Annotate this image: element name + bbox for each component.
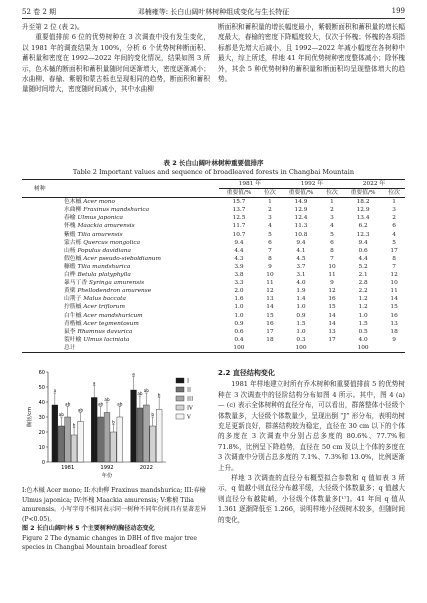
significance-label: ab <box>137 390 143 396</box>
importance-value-cell: 1.0 <box>234 312 244 319</box>
y-tick-label: 30 <box>38 415 45 421</box>
rank-cell: 12 <box>266 288 274 295</box>
species-chinese-name: 假色槭 <box>64 255 82 262</box>
rank-header: 位次 <box>259 189 281 198</box>
y-tick-label: 0 <box>41 460 45 466</box>
importance-value-cell: 4.0 <box>296 280 306 287</box>
importance-value-cell: 4.5 <box>296 255 306 262</box>
year-header-2022: 2022 年 <box>343 180 405 189</box>
importance-value-cell: 1.2 <box>358 296 368 303</box>
body-paragraph: 升至第 2 位 (表 2)。 <box>22 23 84 31</box>
species-chinese-name: 白桦 <box>64 272 76 279</box>
importance-value-cell: 1.0 <box>296 328 306 335</box>
rank-cell: 10 <box>266 272 274 279</box>
significance-label: a <box>53 387 57 393</box>
importance-value-cell: 0.3 <box>296 336 306 343</box>
species-latin-name: Fraxinus mandshurica <box>83 207 150 214</box>
table-row <box>22 263 405 271</box>
importance-value-cell: 0.9 <box>296 312 306 319</box>
importance-value-cell: 9.4 <box>358 239 368 246</box>
significance-label: ab <box>117 401 123 407</box>
legend-swatch <box>176 387 184 392</box>
importance-value-cell: 1.2 <box>358 304 368 311</box>
bar <box>71 435 77 462</box>
table-row <box>22 320 405 328</box>
y-tick-label: 20 <box>38 430 45 436</box>
rank-cell: 14 <box>328 312 336 319</box>
table-caption-en: Table 2 Important values and sequence of broadleaved forests in Changbai Mountain <box>72 167 355 176</box>
rank-cell: 8 <box>268 255 272 262</box>
species-chinese-name: 总计 <box>64 344 76 351</box>
species-latin-name: Ulmus laciniata <box>83 336 130 343</box>
right-column-top <box>218 22 405 84</box>
rank-cell: 10 <box>328 263 336 270</box>
species-chinese-name: 糠椴 <box>64 263 76 270</box>
significance-label: b <box>151 411 155 417</box>
species-cell <box>22 336 219 344</box>
rank-cell: 1 <box>330 199 334 206</box>
table-row <box>22 239 405 247</box>
importance-value-cell: 2.2 <box>358 288 368 295</box>
rank-cell: 13 <box>390 320 398 327</box>
bar <box>78 422 84 463</box>
species-latin-name: Maackia amurensis <box>77 223 135 230</box>
y-tick-label: 10 <box>38 445 45 451</box>
table-row <box>22 279 405 287</box>
importance-value-cell: 1.5 <box>296 320 306 327</box>
importance-value-cell: 0.4 <box>234 336 244 343</box>
rank-cell <box>383 344 405 353</box>
rank-cell: 3 <box>392 207 396 214</box>
legend-label: I <box>187 378 190 385</box>
species-cell <box>22 312 219 320</box>
y-tick-label: 60 <box>38 370 45 376</box>
significance-label: ab <box>143 387 149 393</box>
table-row <box>22 222 405 230</box>
species-cell <box>22 214 219 222</box>
importance-value-cell: 3.3 <box>234 280 244 287</box>
table-row <box>22 312 405 320</box>
table-row <box>22 328 405 336</box>
table-row <box>22 214 405 222</box>
importance-value-cell: 2.1 <box>358 272 368 279</box>
table-row <box>22 247 405 255</box>
x-tick-label: 1981 <box>61 465 75 471</box>
rank-cell: 7 <box>330 255 334 262</box>
rank-cell: 5 <box>392 239 396 246</box>
importance-value-cell: 13.7 <box>232 207 246 214</box>
iv-header: 重要值/% <box>281 189 321 198</box>
species-cell <box>22 271 219 279</box>
species-latin-name: Tilia amurensis <box>77 231 123 238</box>
importance-value-cell: 4.1 <box>296 247 306 254</box>
x-tick-label: 2022 <box>139 465 153 471</box>
species-chinese-name: 鼠李 <box>64 328 76 335</box>
species-cell <box>22 303 219 311</box>
rank-cell: 8 <box>330 247 334 254</box>
issue-number: 52 卷 2 期 <box>22 8 57 16</box>
species-chinese-name: 青楷槭 <box>64 320 82 327</box>
importance-value-cell: 18.2 <box>356 199 370 206</box>
importance-value-cell: 2.0 <box>234 288 244 295</box>
species-chinese-name: 白牛槭 <box>64 312 82 319</box>
importance-value-cell: 11.3 <box>294 223 308 230</box>
table-row <box>22 271 405 279</box>
species-chinese-name: 黄檗 <box>64 288 76 295</box>
rank-cell: 11 <box>390 288 398 295</box>
rank-cell: 15 <box>266 312 274 319</box>
importance-value-cell: 4.0 <box>358 336 368 343</box>
section-heading: 2.2 直径结构变化 <box>218 369 275 377</box>
importance-value-cell: 0.9 <box>234 320 244 327</box>
species-latin-name: Syringa amurensis <box>89 280 145 287</box>
page-number: 199 <box>391 7 405 15</box>
body-paragraph: 1981 年样地建立时所有乔木树种和重要值排前 5 的优势树种在 3 次调查中的径阶结构分布如图 4 所示。其中，图 4 (a) — (c) 表示全体树种的直径分布，可以看出，群落整体小径级个体数量多，大径级个体数量少，呈现出倒 “J” 形分布，表明幼树充足更新良好，群落结构较为稳定，直径在 30 cm 以下的个体的多度在 3 次调查中分别占总多度的 80.6%、77.7%和 71.8%，比例呈下降趋势，直径在 50 cm 及以上个体的多度在 3 次调查中分别占总多度的 7.1%、7.3%和 13.0%，比例逐渐上升。 <box>218 380 405 472</box>
importance-value-cell: 100 <box>281 344 321 353</box>
significance-label: b <box>112 419 115 425</box>
rank-cell: 9 <box>268 263 272 270</box>
species-latin-name: Malus baccata <box>83 296 126 303</box>
importance-value-cell: 13.4 <box>356 215 370 222</box>
rank-cell: 3 <box>268 215 272 222</box>
species-chinese-name: 山荆子 <box>64 296 82 303</box>
legend-label: V <box>187 414 191 421</box>
header-rule <box>22 18 405 19</box>
bar <box>143 405 149 462</box>
importance-value-cell: 15.7 <box>232 199 246 206</box>
rank-cell: 12 <box>328 288 336 295</box>
table-row <box>22 206 405 214</box>
significance-label: ab <box>65 401 71 407</box>
importance-value-cell: 4.4 <box>234 247 244 254</box>
rank-cell: 11 <box>266 280 274 287</box>
species-latin-name: Populus davidiana <box>77 247 131 254</box>
species-latin-name: Phellodendron amurense <box>77 288 152 295</box>
legend-swatch <box>176 405 184 410</box>
table-row <box>22 336 405 344</box>
species-chinese-name: 春榆 <box>64 215 76 222</box>
species-latin-name: Betula platyphylla <box>77 272 131 279</box>
significance-label: ab <box>104 396 110 402</box>
rank-cell: 2 <box>268 207 272 214</box>
bar <box>65 417 71 462</box>
legend-swatch <box>176 396 184 401</box>
rank-cell: 18 <box>390 328 398 335</box>
rank-cell: 2 <box>330 207 334 214</box>
species-cell <box>22 222 219 230</box>
species-cell <box>22 328 219 336</box>
importance-value-cell: 12.5 <box>232 215 246 222</box>
species-cell <box>22 295 219 303</box>
legend-swatch <box>176 414 184 419</box>
importance-value-cell: 0.5 <box>358 328 368 335</box>
rank-cell: 8 <box>392 255 396 262</box>
table-row <box>22 287 405 295</box>
rank-cell: 13 <box>266 296 274 303</box>
species-chinese-name: 水曲柳 <box>64 207 82 214</box>
rank-cell: 7 <box>392 263 396 270</box>
table-caption-cn: 表 2 长白山阔叶林树种重要值排序 <box>163 159 264 167</box>
rank-cell: 17 <box>390 247 398 254</box>
species-cell <box>22 344 219 353</box>
rank-cell: 4 <box>392 231 396 238</box>
left-column-top <box>22 22 210 95</box>
rank-cell: 16 <box>390 312 398 319</box>
figure-caption-cn: 图 2 长白山阔叶林 5 个主要树种的胸径动态变化 <box>22 525 155 532</box>
species-latin-name: Acer tegmentosum <box>83 320 139 327</box>
species-chinese-name: 裂叶榆 <box>64 336 82 343</box>
species-cell <box>22 279 219 287</box>
rank-cell: 6 <box>330 239 334 246</box>
legend-swatch <box>176 378 184 383</box>
iv-header: 重要值/% <box>343 189 383 198</box>
importance-value-cell: 4.4 <box>358 255 368 262</box>
importance-value-cell: 0.6 <box>234 328 244 335</box>
species-chinese-name: 蒙古栎 <box>64 239 82 246</box>
legend-label: III <box>187 396 194 403</box>
bar <box>52 405 58 462</box>
bar <box>58 426 64 462</box>
rank-cell: 15 <box>328 304 336 311</box>
species-cell <box>22 320 219 328</box>
significance-label: ab <box>77 407 84 413</box>
bar <box>150 426 156 462</box>
species-cell <box>22 247 219 255</box>
figure-caption <box>22 486 212 553</box>
figure-caption-en: Figure 2 The dynamic changes in DBH of five major tree species in Changbai Mountain broadleaf forest <box>22 534 197 551</box>
importance-value-cell: 1.0 <box>358 312 368 319</box>
importance-value-cell: 1.0 <box>234 304 244 311</box>
year-header-1992: 1992 年 <box>281 180 343 189</box>
significance-label: a <box>132 371 135 377</box>
table-row <box>22 344 405 353</box>
species-cell <box>22 206 219 214</box>
rank-cell: 4 <box>330 223 334 230</box>
rank-cell: 14 <box>266 304 274 311</box>
table-body <box>22 198 405 353</box>
species-latin-name: Tilia mandshurica <box>77 263 131 270</box>
dbh-bar-chart <box>24 366 208 482</box>
species-latin-name: Acer pseudo-sieboldianum <box>83 255 162 262</box>
rank-cell: 10 <box>390 280 398 287</box>
y-tick-label: 50 <box>38 385 45 391</box>
species-cell <box>22 255 219 263</box>
species-latin-name: Acer mono <box>83 199 115 206</box>
species-chinese-name: 紫椴 <box>64 231 76 238</box>
importance-value-cell: 12.4 <box>294 215 308 222</box>
significance-label: ab <box>97 401 104 407</box>
iv-header: 重要值/% <box>219 189 259 198</box>
bar <box>104 413 110 463</box>
importance-value-cell: 3.9 <box>234 263 244 270</box>
importance-value-cell: 100 <box>219 344 259 353</box>
species-latin-name: Acer triflorum <box>83 304 126 311</box>
significance-label: a <box>92 380 96 386</box>
bar <box>98 417 104 462</box>
rank-cell: 12 <box>390 272 398 279</box>
importance-value-cell: 12.3 <box>356 231 370 238</box>
table-row <box>22 198 405 207</box>
significance-label: b <box>72 422 76 428</box>
significance-label: ab <box>58 411 64 417</box>
importance-value-cell: 14.9 <box>294 199 308 206</box>
species-latin-name: Quercus mongolica <box>83 239 141 246</box>
rank-cell: 16 <box>266 320 274 327</box>
right-column-bottom <box>218 368 405 525</box>
species-chinese-name: 色木槭 <box>64 199 82 206</box>
running-title: 邓楠雍等: 长白山阔叶林树种组成变化与生长特征 <box>137 8 290 16</box>
bar <box>111 432 117 462</box>
importance-value-cell: 3.7 <box>296 263 306 270</box>
importance-value-cell: 5.2 <box>358 263 368 270</box>
importance-value-cell: 1.6 <box>234 296 244 303</box>
table-caption <box>22 159 405 176</box>
rank-header: 位次 <box>321 189 343 198</box>
rank-cell: 3 <box>330 215 334 222</box>
table-row <box>22 231 405 239</box>
species-cell <box>22 231 219 239</box>
rank-cell: 17 <box>328 336 336 343</box>
bar <box>117 417 123 462</box>
bar <box>156 410 162 463</box>
importance-value-cell: 1.4 <box>296 296 306 303</box>
importance-value-cell: 1.9 <box>296 288 306 295</box>
legend-label: IV <box>187 405 193 412</box>
rank-cell <box>321 344 343 353</box>
rank-cell: 5 <box>268 231 272 238</box>
figure-legend-note: I:色木槭 Acer mono; II:水曲柳 Fraxinus mandshurica; III:春榆 Ulmus japonica; IV:怀槐 Maackia amurensis; V:紫椴 Tilia amurensis。小写字母不相同表示同一树种不同年份间具有显著差异 (P<0.05)。 <box>22 487 207 523</box>
bar <box>91 398 97 463</box>
species-header: 树种 <box>22 180 219 198</box>
legend-label: II <box>187 387 192 394</box>
table-row <box>22 303 405 311</box>
bar <box>131 390 137 462</box>
importance-value-cell: 12.9 <box>356 207 370 214</box>
importance-value-cell: 3.8 <box>234 272 244 279</box>
rank-cell: 9 <box>330 280 334 287</box>
bar <box>137 408 143 462</box>
rank-cell: 11 <box>328 272 336 279</box>
significance-label: b <box>157 392 161 398</box>
x-tick-label: 1992 <box>100 465 114 471</box>
importance-value-cell: 0.6 <box>358 247 368 254</box>
importance-value-cell: 11.7 <box>232 223 246 230</box>
importance-value-cell: 10.7 <box>232 231 246 238</box>
rank-cell: 1 <box>268 199 272 206</box>
y-axis-label: 胸径/cm <box>27 406 33 428</box>
importance-value-cell: 9.4 <box>296 239 306 246</box>
rank-cell: 4 <box>268 223 272 230</box>
importance-value-cell: 9.4 <box>234 239 244 246</box>
table-row <box>22 255 405 263</box>
rank-cell: 9 <box>392 336 396 343</box>
rank-cell: 6 <box>392 223 396 230</box>
importance-value-cell: 6.2 <box>358 223 368 230</box>
rank-cell: 14 <box>328 320 336 327</box>
species-cell <box>22 287 219 295</box>
rank-header: 位次 <box>383 189 405 198</box>
species-latin-name: Rhamnus davurica <box>77 328 133 335</box>
importance-value-cell: 1.0 <box>296 304 306 311</box>
rank-cell: 18 <box>266 336 274 343</box>
rank-cell: 16 <box>328 296 336 303</box>
table-row <box>22 295 405 303</box>
body-paragraph: 断面积和蓄积量的增长幅度最小，紫椴断面积和蓄积量的增长幅度最大，春榆的密度下降幅度较大，仅次于怀槐；怀槐的各项指标都是先增大后减小，且 1992—2022 年减小幅度在各树种中最大，综上所述，样地 41 年间优势树种密度整体减小；除怀槐外，其余 5 种优势树种的蓄积量和断面积均呈现整体增大的趋势。 <box>218 23 405 84</box>
rank-cell: 7 <box>268 247 272 254</box>
importance-value-cell: 2.8 <box>358 280 368 287</box>
importance-value-table <box>22 179 405 353</box>
rank-cell: 5 <box>330 231 334 238</box>
importance-value-cell: 100 <box>343 344 383 353</box>
year-header-1981: 1981 年 <box>219 180 281 189</box>
rank-cell: 17 <box>266 328 274 335</box>
body-paragraph: 样地 3 次调查的直径分布概型拟合参数和 q 值如表 3 所示，q 值越小则直径分布越平缓，大径级个体数量多；q 值越大则直径分布越陡峭，小径级个体数量多[¹⁷]。41 年间 q 值从 1.361 逐渐降低至 1.266，说明样地小径级树木较多，但随时间的变化， <box>218 474 406 524</box>
y-tick-label: 40 <box>38 400 45 406</box>
importance-value-cell: 4.3 <box>234 255 244 262</box>
rank-cell: 1 <box>392 199 396 206</box>
species-latin-name: Ulmus japonica <box>77 215 123 222</box>
rank-cell: 15 <box>390 304 398 311</box>
rank-cell: 14 <box>390 296 398 303</box>
species-chinese-name: 山杨 <box>64 247 76 254</box>
rank-cell: 2 <box>392 215 396 222</box>
species-chinese-name: 拧筋槭 <box>64 304 82 311</box>
rank-cell: 13 <box>328 328 336 335</box>
rank-cell: 6 <box>268 239 272 246</box>
species-chinese-name: 暴马丁香 <box>64 280 88 287</box>
species-cell <box>22 239 219 247</box>
species-cell <box>22 263 219 271</box>
species-cell <box>22 198 219 207</box>
importance-value-cell: 10.8 <box>294 231 308 238</box>
body-paragraph: 重要值排前 6 位的优势树种在 3 次调查中没有发生变化，以 1981 年的调查结果为 100%，分析 6 个优势树种断面积、蓄积量和密度在 1992—2022 年间的变化情况，结果如图 3 所示，色木槭的断面积和蓄积量随时间逐渐增大，密度逐渐减小；水曲柳、春榆、紫椴和蒙古栎也呈现相同的趋势，断面积和蓄积量随时间增大，密度随时间减小，其中水曲柳 <box>22 33 210 94</box>
importance-value-cell: 12.9 <box>294 207 308 214</box>
species-latin-name: Acer mandshuricum <box>83 312 143 319</box>
rank-cell <box>259 344 281 353</box>
x-axis-label: 年份 <box>101 473 113 479</box>
importance-value-cell: 1.5 <box>358 320 368 327</box>
species-chinese-name: 怀槐 <box>64 223 76 230</box>
importance-value-cell: 3.1 <box>296 272 306 279</box>
